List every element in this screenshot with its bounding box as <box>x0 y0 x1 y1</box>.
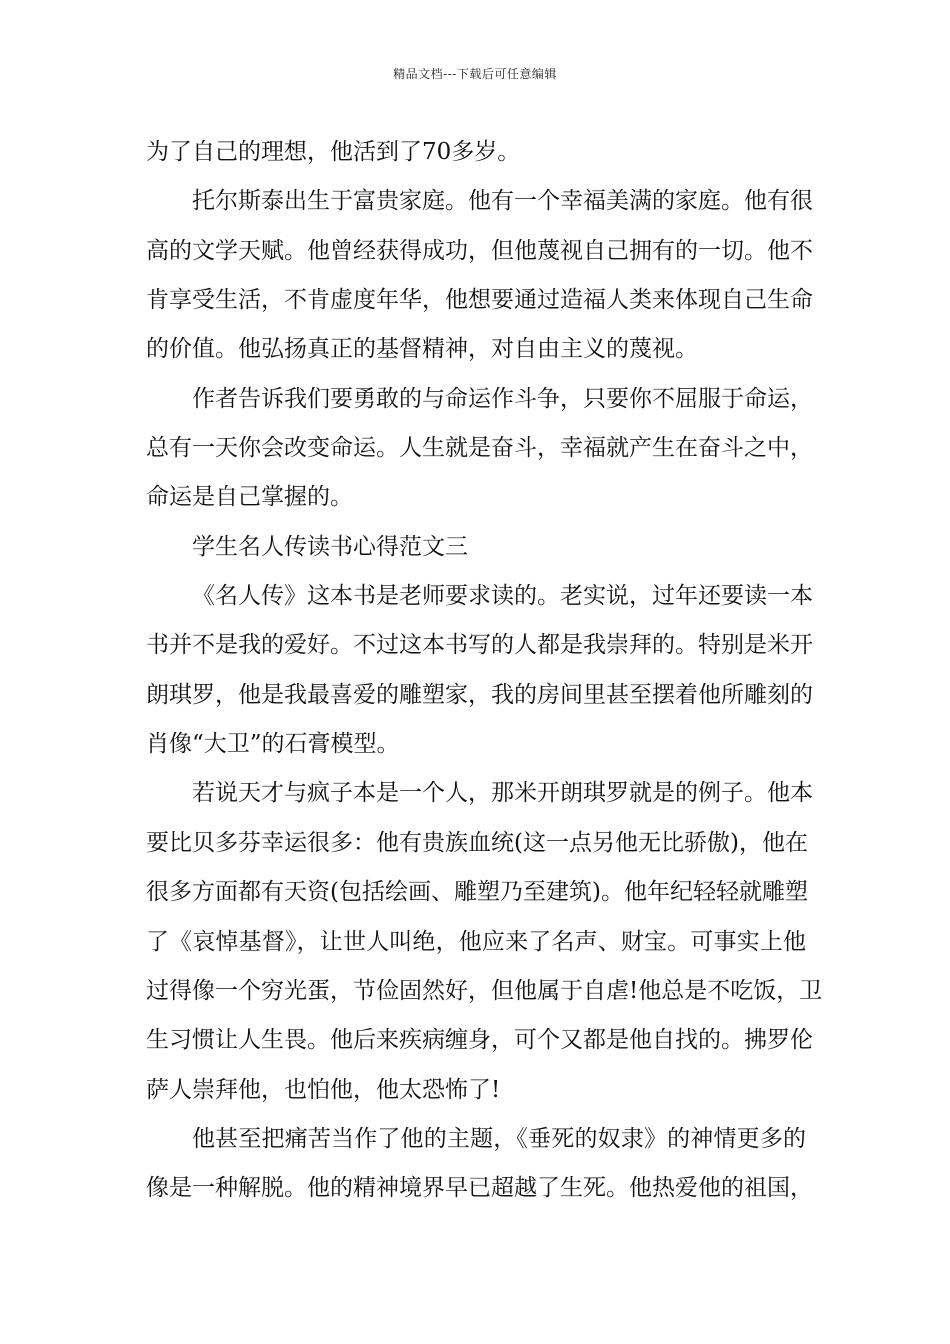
text-line: 的价值。他弘扬真正的基督精神，对自由主义的蔑视。 <box>146 336 698 363</box>
text-line: 很多方面都有天资(包括绘画、雕塑乃至建筑)。他年纪轻轻就雕塑 <box>146 879 808 906</box>
text-line: 为了自己的理想，他活到了70多岁。 <box>146 139 521 165</box>
text-line: 肖像“大卫”的石膏模型。 <box>146 731 400 758</box>
text-line: 了《哀悼基督》，让世人叫绝，他应来了名声、财宝。可事实上他 <box>146 928 806 955</box>
text-line: 书并不是我的爱好。不过这本书写的人都是我崇拜的。特别是米开 <box>146 632 813 659</box>
text-line: 命运是自己掌握的。 <box>146 484 353 511</box>
text-line: 若说天才与疯子本是一个人，那米开朗琪罗就是的例子。他本 <box>192 780 813 807</box>
text-line: 《名人传》这本书是老师要求读的。老实说，过年还要读一本 <box>192 583 813 610</box>
text-line: 生习惯让人生畏。他后来疾病缠身，可个又都是他自找的。拂罗伦 <box>146 1027 813 1054</box>
text-line: 要比贝多芬幸运很多：他有贵族血统(这一点另他无比骄傲)，他在 <box>146 829 808 856</box>
text-line: 像是一种解脱。他的精神境界早已超越了生死。他热爱他的祖国， <box>146 1175 813 1202</box>
document-body <box>146 128 823 1214</box>
page-header: 精品文档---下载后可任意编辑 <box>393 67 557 81</box>
text-line: 作者告诉我们要勇敢的与命运作斗争，只要你不屈服于命运， <box>192 385 813 412</box>
section-heading: 学生名人传读书心得范文三 <box>192 533 468 560</box>
text-line: 过得像一个穷光蛋，节俭固然好，但他属于自虐!他总是不吃饭，卫 <box>146 977 823 1004</box>
text-line: 托尔斯泰出生于富贵家庭。他有一个幸福美满的家庭。他有很 <box>192 188 813 215</box>
text-line: 高的文学天赋。他曾经获得成功，但他蔑视自己拥有的一切。他不 <box>146 237 813 264</box>
text-line: 朗琪罗，他是我最喜爱的雕塑家，我的房间里甚至摆着他所雕刻的 <box>146 681 813 708</box>
text-line: 肯享受生活，不肯虚度年华，他想要通过造福人类来体现自己生命 <box>146 287 813 314</box>
text-line: 萨人崇拜他，也怕他，他太恐怖了! <box>146 1076 501 1103</box>
text-line: 总有一天你会改变命运。人生就是奋斗，幸福就产生在奋斗之中， <box>146 435 813 462</box>
text-line: 他甚至把痛苦当作了他的主题，《垂死的奴隶》的神情更多的 <box>192 1125 806 1152</box>
